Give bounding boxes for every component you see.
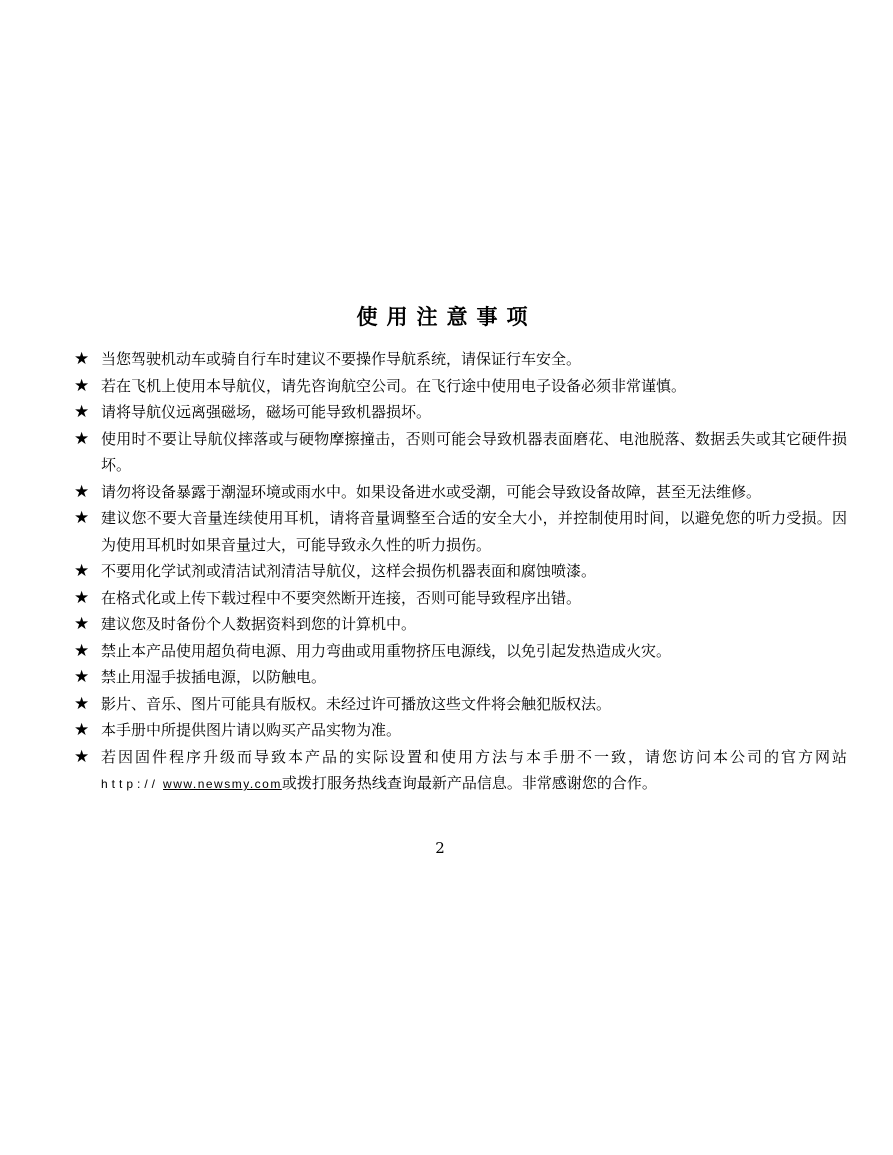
star-icon: ★ xyxy=(74,508,90,528)
website-link[interactable]: www.newsmy.com xyxy=(163,777,282,791)
notice-text: 当您驾驶机动车或骑自行车时建议不要操作导航系统，请保证行车安全。 xyxy=(101,350,582,368)
notice-text: 若在飞机上使用本导航仪，请先咨询航空公司。在飞行途中使用电子设备必须非常谨慎。 xyxy=(101,376,687,395)
star-icon: ★ xyxy=(74,667,90,687)
notice-item xyxy=(72,373,847,400)
notice-item xyxy=(72,426,847,479)
star-icon: ★ xyxy=(74,349,90,369)
notice-item xyxy=(72,717,847,744)
notice-item-website xyxy=(72,744,847,798)
notice-list xyxy=(72,346,847,798)
notice-text-tail: 或拨打服务热线查询最新产品信息。非常感谢您的合作。 xyxy=(281,774,657,792)
notice-item xyxy=(72,638,847,665)
notice-item xyxy=(72,399,847,426)
notice-item xyxy=(72,664,847,691)
star-icon: ★ xyxy=(74,481,90,502)
notice-item xyxy=(72,585,847,612)
star-icon: ★ xyxy=(74,746,90,767)
notice-text: 建议您不要大音量连续使用耳机，请将音量调整至合适的安全大小，并控制使用时间，以避免您的听力受损。因为使用耳机时如果音量过大，可能导致永久性的听力损伤。 xyxy=(101,509,847,554)
star-icon: ★ xyxy=(74,640,90,661)
notice-text: 在格式化或上传下载过程中不要突然断开连接，否则可能导致程序出错。 xyxy=(101,588,582,607)
notice-text: 请勿将设备暴露于潮湿环境或雨水中。如果设备进水或受潮，可能会导致设备故障，甚至无法维修。 xyxy=(101,482,762,501)
notice-text: 禁止本产品使用超负荷电源、用力弯曲或用重物挤压电源线，以免引起发热造成火灾。 xyxy=(101,641,672,660)
notice-item xyxy=(72,505,847,558)
star-icon: ★ xyxy=(74,693,90,714)
star-icon: ★ xyxy=(74,375,90,396)
notice-text: 不要用化学试剂或清洁试剂清洁导航仪，这样会损伤机器表面和腐蚀喷漆。 xyxy=(101,562,597,580)
star-icon: ★ xyxy=(74,587,90,608)
page-title: 使用注意事项 xyxy=(356,305,537,329)
star-icon: ★ xyxy=(74,561,90,581)
notice-text: 本手册中所提供图片请以购买产品实物为准。 xyxy=(101,721,402,739)
notice-item xyxy=(72,346,847,373)
notice-text: 影片、音乐、图片可能具有版权。未经过许可播放这些文件将会触犯版权法。 xyxy=(101,694,612,713)
notice-text: 请将导航仪远离强磁场，磁场可能导致机器损坏。 xyxy=(101,403,432,421)
notice-text: 使用时不要让导航仪摔落或与硬物摩擦撞击，否则可能会导致机器表面磨花、电池脱落、数据丢失或其它硬件损坏。 xyxy=(101,429,847,474)
star-icon: ★ xyxy=(74,720,90,740)
notice-item xyxy=(72,558,847,585)
notice-item xyxy=(72,691,847,718)
notice-item xyxy=(72,611,847,638)
star-icon: ★ xyxy=(74,614,90,634)
notice-text: 建议您及时备份个人数据资料到您的计算机中。 xyxy=(101,615,417,633)
notice-item xyxy=(72,479,847,506)
url-prefix: http:// xyxy=(101,777,160,791)
star-icon: ★ xyxy=(74,402,90,422)
star-icon: ★ xyxy=(74,428,90,449)
page-number: 2 xyxy=(435,839,445,857)
notice-text: 禁止用湿手拔插电源，以防触电。 xyxy=(101,668,327,686)
notice-text: 若因固件程序升级而导致本产品的实际设置和使用方法与本手册不一致，请您访问本公司的官方网站 xyxy=(101,747,847,766)
